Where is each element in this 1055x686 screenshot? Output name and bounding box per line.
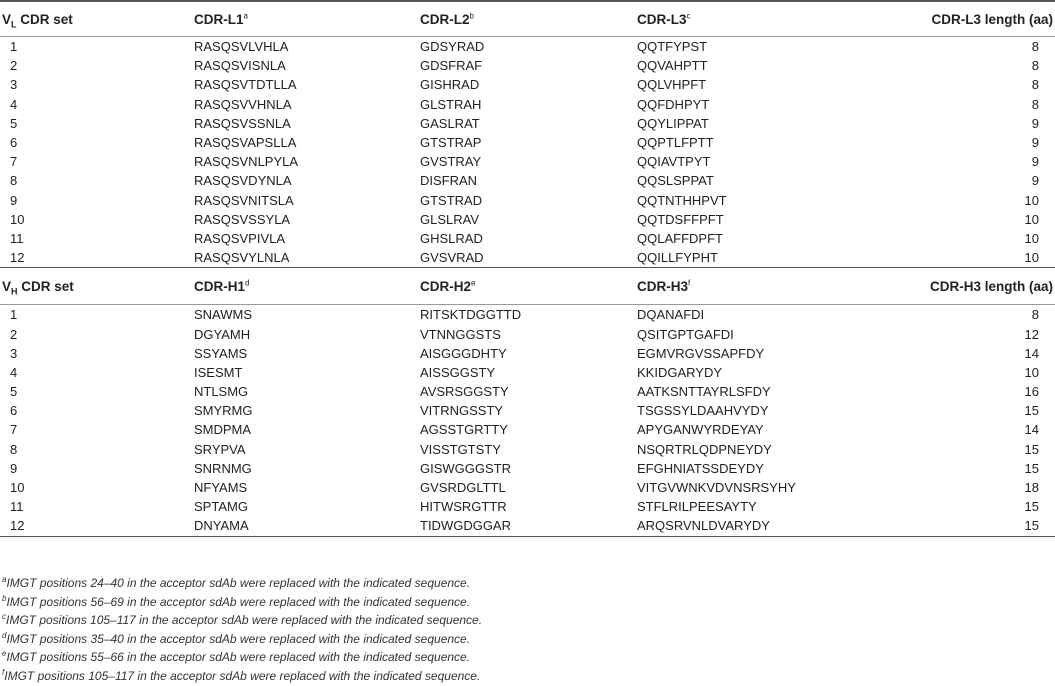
vl-table-row [0,191,1055,210]
vh-cdr3-cell: EGMVRGVSSAPFDY [637,345,765,361]
vh-table-row [0,497,1055,516]
vl-table-row [0,171,1055,190]
vh-header-section [0,268,1055,305]
vh-cdr3-cell: APYGANWYRDEYAY [637,422,764,438]
vl-cdr1-cell: RASQSVLVHLA [194,39,289,55]
footnote [2,574,1052,593]
vh-cdr2-cell: GVSRDGLTTL [420,480,506,496]
vh-rows [0,305,1055,536]
vl-cdr1-cell: RASQSVYLNLA [194,250,290,266]
vl-cdr3-cell: QQFDHPYT [637,96,710,112]
vl-cdr3-cell: QQLVHPFT [637,77,707,93]
vl-cdr1-cell: RASQSVDYNLA [194,173,292,189]
vh-cdr1-cell: SRYPVA [194,441,246,457]
cdr-l3-header: CDR-L3$^c$ [637,1,866,37]
footnote-text: IMGT positions 105–117 in the acceptor sdAb were replaced with the indicated sequence. [4,668,481,683]
vh-cdr-set-cell: 4 [10,364,18,380]
footnote-text: IMGT positions 55–66 in the acceptor sdAb were replaced with the indicated sequence. [6,650,471,665]
vh-cdr3-cell: EFGHNIATSSDEYDY [637,460,764,476]
vh-cdr3-length-cell: 15 [1024,403,1039,419]
vl-cdr2-cell: GASLRAT [420,115,480,131]
vh-cdr1-cell: SPTAMG [194,499,248,515]
vh-cdr-set-cell: 5 [10,384,18,400]
footnote-mark: e [2,649,7,659]
vh-cdr1-cell: NTLSMG [194,384,249,400]
vl-table-row [0,210,1055,229]
vh-cdr-set-cell: 1 [10,307,18,323]
vh-cdr-set-cell: 8 [10,441,18,457]
footnote-mark: f [2,667,5,677]
vl-cdr3-cell: QQTDSFFPFT [637,211,724,227]
footnote [2,593,1052,612]
vh-cdr1-cell: SMDPMA [194,422,252,438]
vl-cdr-set-cell: 12 [10,250,25,266]
vl-cdr2-cell: GTSTRAP [420,135,482,151]
vh-cdr2-cell: HITWSRGTTR [420,499,507,515]
vl-cdr-set-cell: 9 [10,192,18,208]
vl-table-row [0,37,1055,57]
vh-cdr2-cell: AVSRSGGSTY [420,384,509,400]
vl-cdr-set-cell: 8 [10,173,18,189]
vl-cdr2-cell: GDSYRAD [420,39,485,55]
vl-cdr1-cell: RASQSVSSNLA [194,115,291,131]
vl-cdr3-cell: QQYLIPPAT [637,115,709,131]
vh-cdr3-length-cell: 15 [1024,441,1039,457]
vl-cdr3-length-cell: 9 [1031,115,1039,131]
vl-cdr-set-cell: 6 [10,135,18,151]
footnote-mark: b [2,593,7,603]
vl-rows [0,37,1055,268]
vh-cdr3-length-cell: 15 [1024,499,1039,515]
vl-table-row [0,248,1055,268]
vl-cdr3-length-cell: 10 [1024,230,1039,246]
vh-table-row [0,324,1055,343]
cdr-h2-header: CDR-H2e [420,268,637,305]
footnote [2,648,1052,667]
vh-cdr1-cell: SSYAMS [194,345,248,361]
cdr-l1-header: CDR-L1$^a$ [194,1,420,37]
vh-cdr3-cell: DQANAFDI [637,307,705,323]
vl-cdr-set-cell: 11 [10,230,24,246]
vh-table-row [0,459,1055,478]
vl-cdr-set-cell: 1 [10,39,18,55]
vh-table-row [0,363,1055,382]
vh-cdr-set-cell: 9 [10,460,18,476]
footnote-mark: a [2,575,7,584]
vh-cdr3-length-cell: 15 [1024,460,1039,476]
vh-cdr3-length-cell: 16 [1024,384,1039,400]
vh-cdr1-cell: SNRNMG [194,460,252,476]
vh-cdr3-cell: ARQSRVNLDVARYDY [637,516,866,536]
vh-cdr1-cell: SNAWMS [194,307,253,323]
cdr-l2-header: CDR-L2$^b$ [420,1,637,37]
vh-cdr3-cell: TSGSSYLDAAHVYDY [637,403,769,419]
vl-cdr2-cell: DISFRAN [420,173,478,189]
vl-cdr3-cell: QQVAHPTT [637,58,708,74]
vl-cdr-set-cell: 2 [10,58,18,74]
vl-cdr3-length-cell: 10 [1024,211,1039,227]
vl-cdr3-length-cell: 9 [1031,154,1039,170]
vl-cdr3-length-cell: 8 [1031,77,1039,93]
vl-table-row [0,114,1055,133]
vh-cdr1-cell: DNYAMA [194,516,420,536]
vl-cdr3-cell: QQSLSPPAT [637,173,714,189]
vl-cdr1-cell: RASQSVNITSLA [194,192,294,208]
vl-cdr3-length-cell: 8 [1031,58,1039,74]
vl-cdr3-cell: QQPTLFPTT [637,135,714,151]
vl-cdr-set-cell: 7 [10,154,18,170]
vh-table-row [0,401,1055,420]
vl-cdr2-cell: GLSLRAV [420,211,480,227]
vh-cdr2-cell: VITRNGSSTY [420,403,504,419]
vh-cdr-set-cell: 11 [10,499,24,515]
vh-table-row [0,382,1055,401]
vl-table-row [0,75,1055,94]
vl-cdr2-cell: GLSTRAH [420,96,482,112]
vh-cdr-set-cell: 2 [10,326,18,342]
vl-cdr2-cell: GVSTRAY [420,154,482,170]
vl-table-row [0,95,1055,114]
vh-table-row [0,305,1055,325]
vh-table-row [0,440,1055,459]
vh-table-row [0,344,1055,363]
vl-cdr3-cell: QQTNTHHPVT [637,192,727,208]
footnote-text: IMGT positions 56–69 in the acceptor sdAb were replaced with the indicated sequence. [6,594,471,609]
footnote-text: IMGT positions 105–117 in the acceptor sdAb were replaced with the indicated sequence. [6,613,483,628]
vh-cdr-set-cell: 12 [0,516,194,536]
vh-table-row [0,516,1055,536]
footnote [2,611,1052,630]
vl-cdr3-cell: QQTFYPST [637,39,708,55]
vh-cdr3-length-cell: 8 [1031,307,1039,323]
vl-header-row [0,1,1055,37]
vh-cdr-set-cell: 7 [10,422,18,438]
vh-cdr-set-header: $V_H$ CDR set [0,268,194,305]
vl-cdr3-length-cell: 8 [1031,39,1039,55]
vh-cdr-set-cell: 6 [10,403,18,419]
vl-cdr2-cell: GHSLRAD [420,230,483,246]
vl-cdr1-cell: RASQSVVHNLA [194,96,292,112]
vl-table-row [0,133,1055,152]
vh-cdr2-cell: AGSSTGRTTY [420,422,508,438]
vl-table-row [0,229,1055,248]
footnotes [2,574,1052,686]
vl-cdr1-cell: RASQSVNLPYLA [194,154,299,170]
vh-cdr3-cell: STFLRILPEESAYTY [637,499,757,515]
vh-cdr-set-cell: 10 [10,480,25,496]
cdr-h1-header: CDR-H1$^d$ [194,268,420,305]
vh-table-row [0,478,1055,497]
vl-cdr-set-header: $V_L$ CDR set [0,1,194,37]
vh-cdr3-length-cell: 14 [1024,345,1039,361]
vl-cdr2-cell: GTSTRAD [420,192,483,208]
vh-cdr2-cell: GISWGGGSTR [420,460,511,476]
vl-cdr1-cell: RASQSVISNLA [194,58,286,74]
vl-cdr1-cell: RASQSVSSYLA [194,211,291,227]
vl-table-row [0,56,1055,75]
vh-cdr1-cell: DGYAMH [194,326,251,342]
vh-cdr3-cell: VITGVWNKVDVNSRSYHY [637,480,796,496]
footnote-mark: c [2,612,6,622]
vl-cdr3-cell: QQILLFYPHT [637,250,718,266]
vl-cdr3-length-cell: 10 [1024,192,1039,208]
footnote-text: IMGT positions 24–40 in the acceptor sdAb were replaced with the indicated sequence. [6,576,471,590]
vl-cdr2-cell: GDSFRAF [420,58,483,74]
footnote [2,630,1052,649]
vh-cdr2-cell: VTNNGGSTS [420,326,501,342]
cdr-h3-header: CDR-H3$^f$ [637,268,866,305]
footnote-mark: d [2,630,7,640]
vh-cdr2-cell: AISSGGSTY [420,364,496,380]
vh-cdr3-cell: QSITGPTGAFDI [637,326,734,342]
vl-cdr-set-cell: 3 [10,77,18,93]
vh-table-row [0,420,1055,439]
vh-cdr3-length-cell: 15 [866,516,1055,536]
vh-cdr3-length-cell: 14 [1024,422,1039,438]
vh-cdr1-cell: ISESMT [194,364,243,380]
vl-cdr3-cell: QQIAVTPYT [637,154,711,170]
vl-cdr3-length-cell: 9 [1031,135,1039,151]
vh-cdr3-cell: NSQRTRLQDPNEYDY [637,441,772,457]
vl-cdr3-length-cell: 8 [1031,96,1039,112]
vl-cdr-set-cell: 10 [10,211,25,227]
vl-cdr3-cell: QQLAFFDPFT [637,230,723,246]
vl-table-row [0,152,1055,171]
vl-cdr2-cell: GISHRAD [420,77,480,93]
vh-cdr3-cell: KKIDGARYDY [637,364,723,380]
vl-cdr1-cell: RASQSVAPSLLA [194,135,297,151]
vh-cdr-set-cell: 3 [10,345,18,361]
vl-cdr3-length-cell: 9 [1031,173,1039,189]
vl-cdr-set-cell: 4 [10,96,18,112]
vh-cdr3-length-cell: 12 [1024,326,1039,342]
vh-cdr3-length-cell: 10 [1024,364,1039,380]
vh-cdr2-cell: TIDWGDGGAR [420,516,637,536]
vh-cdr1-cell: SMYRMG [194,403,253,419]
vh-cdr2-cell: AISGGGDHTY [420,345,507,361]
cdr-l3-length-header: CDR-L3 length (aa) [866,1,1055,37]
cdr-h3-length-header: CDR-H3 length (aa) [866,268,1055,305]
vh-header-row [0,268,1055,305]
vh-cdr3-cell: AATKSNTTAYRLSFDY [637,384,771,400]
footnote [2,667,1052,686]
vl-cdr1-cell: RASQSVTDTLLA [194,77,297,93]
vh-cdr1-cell: NFYAMS [194,480,248,496]
vh-cdr2-cell: RITSKTDGGTTD [420,307,522,323]
vl-cdr3-length-cell: 10 [1024,250,1039,266]
footnote-text: IMGT positions 35–40 in the acceptor sdAb were replaced with the indicated sequence. [6,631,471,646]
vh-cdr2-cell: VISSTGTSTY [420,441,501,457]
vl-cdr-set-cell: 5 [10,115,18,131]
vl-cdr1-cell: RASQSVPIVLA [194,230,286,246]
vh-cdr3-length-cell: 18 [1024,480,1039,496]
vl-cdr2-cell: GVSVRAD [420,250,484,266]
vl-header-section [0,1,1055,37]
